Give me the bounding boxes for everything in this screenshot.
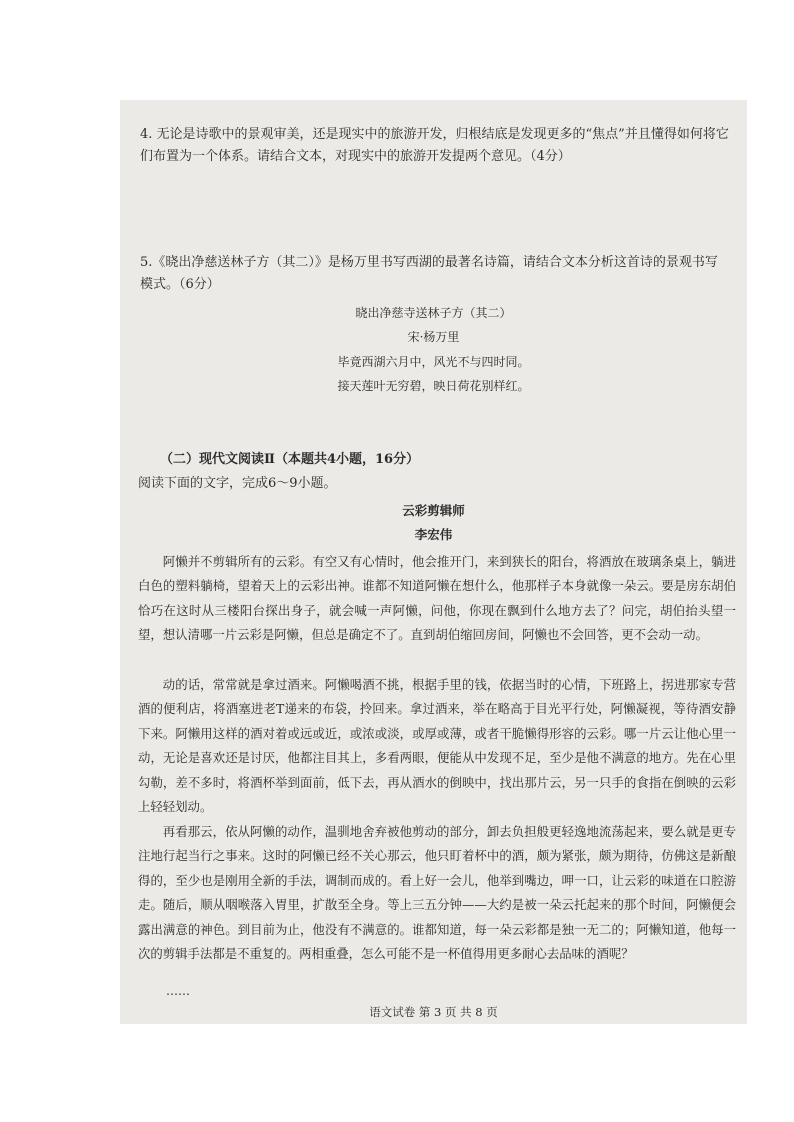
page-footer: 语文试卷 第 3 页 共 8 页 [369, 1005, 498, 1019]
question-4: 4. 无论是诗歌中的景观审美，还是现实中的旅游开发，归根结底是发现更多的“焦点”并且懂得如何将它们布置为一个体系。请结合文本，对现实中的旅游开发提两个意见。（4分） [140, 127, 729, 164]
poem-title: 晓出净慈寺送林子方（其二） [355, 306, 512, 320]
article-paragraph: 阿懒并不剪辑所有的云彩。有空又有心情时，他会推开门，来到狭长的阳台，将酒放在玻璃条桌上，躺进白色的塑料躺椅，望着天上的云彩出神。谁都不知道阿懒在想什么，他那样子本身就像一朵云。要是房东胡伯恰巧在这时从三楼阳台探出身子，就会喊一声阿懒，问他，你现在飘到什么地方去了？问完，胡伯抬头望一望，想认清哪一片云彩是阿懒，但总是确定不了。直到胡伯缩回房间，阿懒也不会回答，更不会动一动。 [138, 554, 736, 643]
question-5: 5.《晓出净慈送林子方（其二）》是杨万里书写西湖的最著名诗篇，请结合文本分析这首诗的景观书写模式。（6分） [140, 255, 718, 292]
article-paragraph: 再看那云，依从阿懒的动作，温驯地舍弃被他剪动的部分，卸去负担般更轻逸地流荡起来，要么就是更专注地行起当行之事来。这时的阿懒已经不关心那云，他只盯着杯中的酒，颇为紧张，颇为期待，仿佛这是新酿得的，至少也是刚用全新的手法，调制而成的。看上好一会儿，他举到嘴边，呷一口，让云彩的味道在口腔游走。随后，顺从咽喉落入胃里，扩散至全身。等上三五分钟——大约是被一朵云托起来的那个时间，阿懒便会露出满意的神色。到目前为止，他没有不满意的。谁都知道，每一朵云彩都是独一无二的；阿懒知道，他每一次的剪辑手法都是不重复的。两相重叠，怎么可能不是一杯值得用更多耐心去品味的酒呢？ [138, 824, 736, 962]
poem-line: 毕竟西湖六月中，风光不与四时同。 [337, 355, 530, 369]
article-author: 李宏伟 [414, 527, 453, 542]
section-heading: （二）现代文阅读Ⅱ（本题共4小题，16分） [160, 452, 420, 467]
poem-line: 接天莲叶无穷碧，映日荷花别样红。 [337, 379, 530, 393]
article-title: 云彩剪辑师 [402, 503, 465, 518]
article-paragraph: 动的话，常常就是拿过酒来。阿懒喝酒不挑，根据手里的钱，依据当时的心情，下班路上，拐进那家专营酒的便利店，将酒塞进老T递来的布袋，拎回来。拿过酒来，举在略高于目光平行处，阿懒凝视，等待酒安静下来。阿懒用这样的酒对着或远或近，或浓或淡，或厚或薄，或者干脆懒得形容的云彩。哪一片云让他心里一动，无论是喜欢还是讨厌，他都注目其上，多看两眼，便能从中发现不足，至少是他不满意的地方。先在心里勾勒，差不多时，将酒杯举到面前，低下去，再从酒水的倒映中，找出那片云，另一只手的食指在倒映的云彩上轻轻划动。 [138, 677, 736, 815]
exam-page [120, 100, 747, 1024]
poem-author: 宋·杨万里 [407, 330, 460, 344]
section-instruction: 阅读下面的文字，完成6～9小题。 [138, 476, 337, 491]
ellipsis: …… [166, 984, 190, 998]
